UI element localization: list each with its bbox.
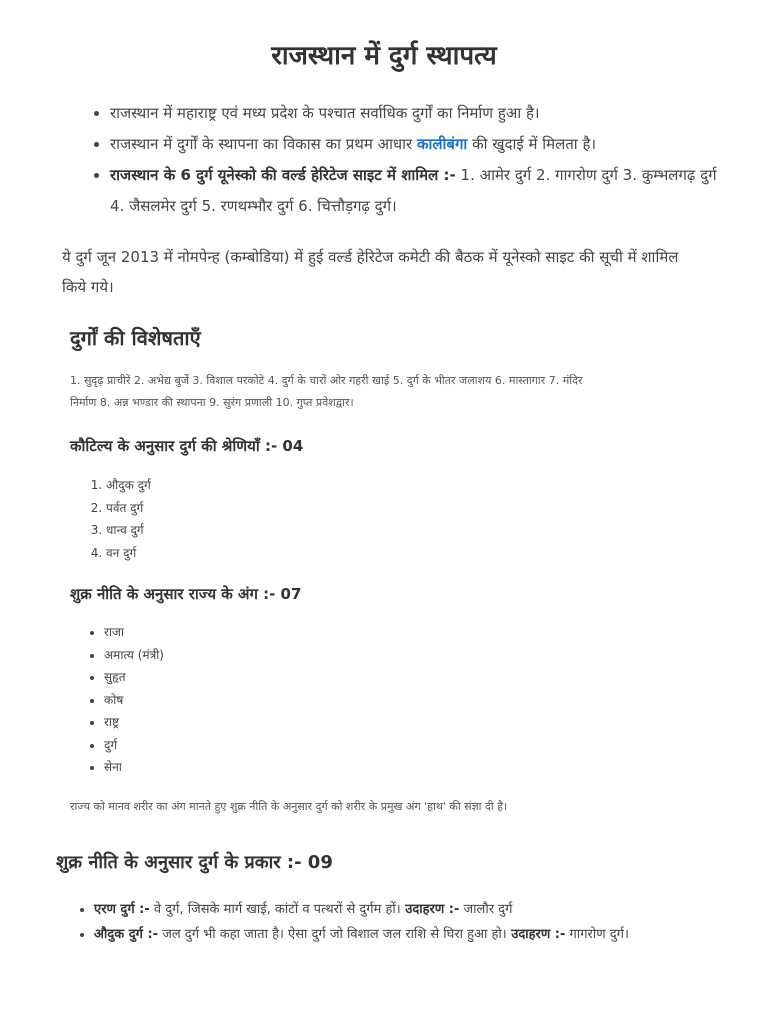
kautilya-list <box>92 474 151 564</box>
shukra-angas-list <box>88 621 164 779</box>
example-label: उदाहरण :- <box>506 927 566 942</box>
page-title: राजस्थान में दुर्ग स्थापत्य <box>271 41 497 71</box>
list-item: 4. वन दुर्ग <box>106 542 151 565</box>
intro-item-3 <box>110 160 730 222</box>
unesco-heading: राजस्थान के 6 दुर्ग यूनेस्को की वर्ल्ड हेरिटेज साइट में शामिल :- <box>110 166 456 184</box>
kautilya-heading: कौटिल्य के अनुसार दुर्ग की श्रेणियाँ :- 04 <box>70 437 304 455</box>
list-item: • दुर्ग <box>104 734 164 757</box>
unesco-forts: 1. आमेर दुर्ग 2. गागरोण दुर्ग 3. कुम्भलगढ़ दुर्ग 4. जैसलमेर दुर्ग 5. रणथम्भौर दुर्ग 6. चित्तौड़गढ़ दुर्ग। <box>110 166 717 215</box>
intro-list <box>86 98 730 222</box>
list-item: 2. पर्वत दुर्ग <box>106 497 151 520</box>
type-text: वे दुर्ग, जिसके मार्ग खाई, कांटों व पत्थरों से दुर्गम हों। <box>149 902 401 917</box>
list-item: • सेना <box>104 756 164 779</box>
kalibanga-link[interactable]: कालीबंगा <box>416 135 468 153</box>
shukra-types-heading: शुक्र नीति के अनुसार दुर्ग के प्रकार :- 09 <box>56 852 333 873</box>
unesco-paragraph: ये दुर्ग जून 2013 में नोमपेन्ह (कम्बोडिया) में हुई वर्ल्ड हेरिटेज कमेटी की बैठक में यूनेस्को साइट की सूची में शामिल किये गये। <box>62 248 679 296</box>
shukra-angas-note: राज्य को मानव शरीर का अंग मानते हुए शुक्र नीति के अनुसार दुर्ग को शरीर के प्रमुख अंग 'हाथ' की संज्ञा दी है। <box>70 800 508 813</box>
type-term: औदुक दुर्ग :- <box>94 927 159 942</box>
example-label: उदाहरण :- <box>400 902 460 917</box>
features-text: 1. सुदृढ़ प्राचीरें 2. अभेद्य बुर्जे 3. विशाल परकोटे 4. दुर्ग के चारों ओर गहरी खाई 5. दुर्ग के भीतर जलाशय 6. मास्तागार 7. मंदिर निर्माण 8. अन्न भण्डार की स्थापना 9. सुरंग प्रणाली 10. गुप्त प्रवेशद्वार। <box>70 374 583 409</box>
intro-item-1 <box>110 98 730 129</box>
list-item: • राष्ट्र <box>104 711 164 734</box>
intro-item-2-before: राजस्थान में दुर्गों के स्थापना का विकास का प्रथम आधार <box>110 135 417 153</box>
type-item-auduk <box>94 922 634 947</box>
type-item-eran <box>94 897 634 922</box>
intro-item-2-after: की खुदाई में मिलता है। <box>467 135 597 153</box>
intro-item-2 <box>110 129 730 160</box>
list-item: • सुहृत <box>104 666 164 689</box>
list-item: 3. धान्व दुर्ग <box>106 519 151 542</box>
example-text: गागरोण दुर्ग। <box>565 927 629 942</box>
type-term: एरण दुर्ग :- <box>94 902 150 917</box>
list-item: 1. औदुक दुर्ग <box>106 474 151 497</box>
intro-item-1-text: राजस्थान में महाराष्ट्र एवं मध्य प्रदेश के पश्चात सर्वाधिक दुर्गों का निर्माण हुआ है। <box>110 104 540 122</box>
features-heading: दुर्गों की विशेषताएँ <box>70 326 201 350</box>
shukra-angas-heading: शुक्र नीति के अनुसार राज्य के अंग :- 07 <box>70 585 302 603</box>
list-item: • राजा <box>104 621 164 644</box>
list-item: • कोष <box>104 689 164 712</box>
shukra-types-list <box>76 897 634 947</box>
type-text: जल दुर्ग भी कहा जाता है। ऐसा दुर्ग जो विशाल जल राशि से घिरा हुआ हो। <box>158 927 507 942</box>
example-text: जालौर दुर्ग <box>459 902 513 917</box>
list-item: • अमात्य (मंत्री) <box>104 644 164 667</box>
